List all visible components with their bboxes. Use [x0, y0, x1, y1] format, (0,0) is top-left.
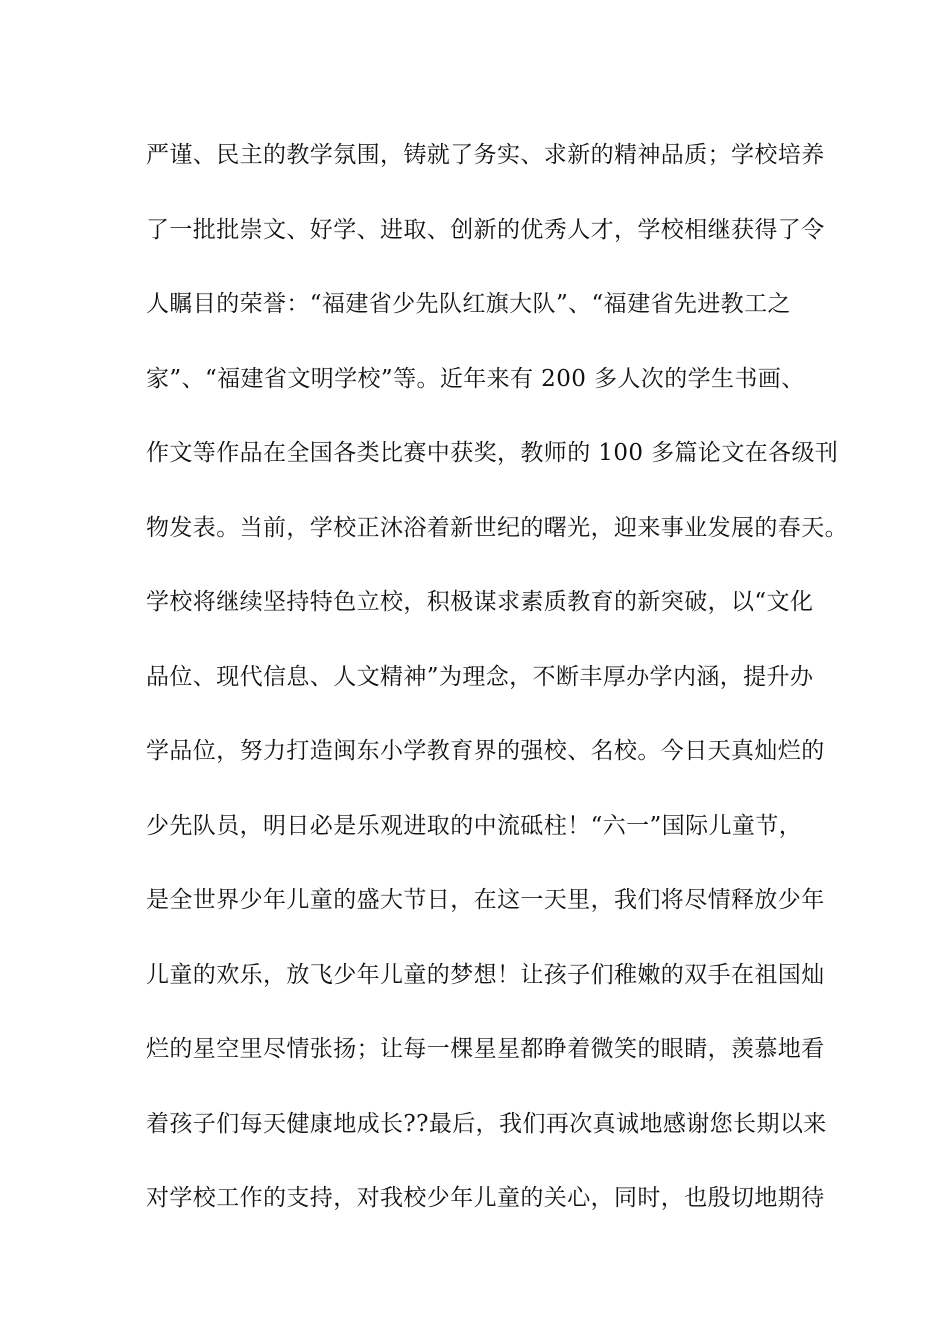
text-line: 对学校工作的支持，对我校少年儿童的关心，同时，也殷切地期待 — [146, 1185, 825, 1211]
text-line: 儿童的欢乐，放飞少年儿童的梦想！让孩子们稚嫩的双手在祖国灿 — [146, 961, 825, 988]
text-line: 家”、“福建省文明学校”等。近年来有 200 多人次的学生书画、 — [146, 365, 805, 392]
text-line: 品位、现代信息、人文精神”为理念，不断丰厚办学内涵，提升办 — [146, 663, 814, 690]
text-line: 少先队员，明日必是乐观进取的中流砥柱！“六一”国际儿童节， — [146, 812, 803, 839]
text-line: 学校将继续坚持特色立校，积极谋求素质教育的新突破，以“文化 — [146, 589, 814, 615]
text-line: 着孩子们每天健康地成长??最后，我们再次真诚地感谢您长期以来 — [146, 1110, 827, 1137]
body-text — [146, 132, 846, 1250]
text-line: 烂的星空里尽情张扬；让每一棵星星都睁着微笑的眼睛，羡慕地看 — [146, 1036, 825, 1062]
text-line: 了一批批崇文、好学、进取、创新的优秀人才，学校相继获得了令 — [146, 216, 825, 243]
text-line: 作文等作品在全国各类比赛中获奖，教师的 100 多篇论文在各级刊 — [146, 440, 839, 466]
text-line: 学品位，努力打造闽东小学教育界的强校、名校。今日天真灿烂的 — [146, 738, 825, 764]
text-line: 是全世界少年儿童的盛大节日，在这一天里，我们将尽情释放少年 — [146, 887, 825, 913]
text-line: 严谨、民主的教学氛围，铸就了务实、求新的精神品质；学校培养 — [146, 142, 825, 168]
text-line: 人瞩目的荣誉：“福建省少先队红旗大队”、“福建省先进教工之 — [146, 291, 791, 317]
text-line: 物发表。当前，学校正沐浴着新世纪的曙光，迎来事业发展的春天。 — [146, 514, 848, 541]
